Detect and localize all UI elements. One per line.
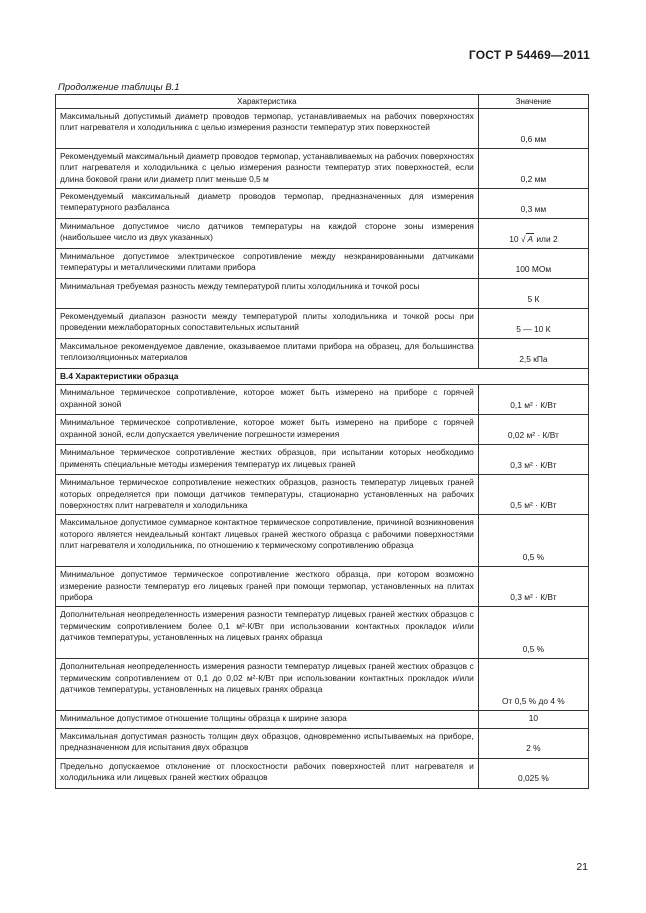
row-text: Минимальное термическое сопротивление, которое может быть измерено на приборе с горячей охранной зоной, если допускается увеличение погрешности измерения xyxy=(56,415,479,445)
section-title: В.4 Характеристики образца xyxy=(56,369,589,385)
sqrt-symbol-icon: √ xyxy=(520,234,526,244)
row-text: Рекомендуемый максимальный диаметр проводов термопар, устанавливаемых на рабочих поверхностях плит нагревателя и холодильника с целью измерения разности температур этих поверхностей, если длина боковой грани или диаметр плит меньше 0,5 м xyxy=(56,149,479,189)
value-suffix: или 2 xyxy=(536,234,558,244)
table-row xyxy=(56,149,589,189)
row-value: 0,5 м² · К/Вт xyxy=(478,475,588,515)
row-value: 10 xyxy=(478,711,588,728)
table-row xyxy=(56,445,589,475)
table-row xyxy=(56,415,589,445)
row-value-sqrt xyxy=(478,219,588,249)
row-text: Минимальное допустимое отношение толщины образца к ширине зазора xyxy=(56,711,479,728)
table-row xyxy=(56,659,589,711)
table-row xyxy=(56,385,589,415)
row-value: 0,2 мм xyxy=(478,149,588,189)
row-value: 100 МОм xyxy=(478,249,588,279)
row-text: Дополнительная неопределенность измерения разности температур лицевых граней жестких образцов с термическим сопротивлением от 0,1 до 0,02 м²·К/Вт при использовании контактных прокладок и/или датчиков температуры, установленных на лицевых гранях образца xyxy=(56,659,479,711)
row-value: 5 К xyxy=(478,279,588,309)
row-value: 2 % xyxy=(478,728,588,758)
table-header-row xyxy=(56,95,589,109)
table-row xyxy=(56,728,589,758)
characteristics-table xyxy=(55,94,589,789)
row-text: Рекомендуемый диапазон разности между температурой плиты холодильника и точкой росы при проведении межлабораторных сопоставительных испытаний xyxy=(56,309,479,339)
row-text: Рекомендуемый максимальный диаметр проводов термопар, предназначенных для измерения температурного разбаланса xyxy=(56,189,479,219)
row-value: 0,3 м² · К/Вт xyxy=(478,567,588,607)
row-value: 2,5 кПа xyxy=(478,339,588,369)
row-value: 0,5 % xyxy=(478,607,588,659)
table-row xyxy=(56,515,589,567)
row-value: 0,6 мм xyxy=(478,109,588,149)
document-code: ГОСТ Р 54469—2011 xyxy=(468,48,590,62)
row-value: 0,025 % xyxy=(478,758,588,788)
table-row xyxy=(56,189,589,219)
table-row xyxy=(56,249,589,279)
row-value: 0,3 м² · К/Вт xyxy=(478,445,588,475)
row-value: От 0,5 % до 4 % xyxy=(478,659,588,711)
row-text: Максимальный допустимый диаметр проводов термопар, устанавливаемых на рабочих поверхностях плит нагревателя и холодильника с целью измерения разности температур этих поверхностей xyxy=(56,109,479,149)
row-text: Минимальное допустимое электрическое сопротивление между неэкранированными датчиками температуры и металлическими плитами прибора xyxy=(56,249,479,279)
row-text: Максимальное рекомендуемое давление, оказываемое плитами прибора на образец, для большинства теплоизоляционных материалов xyxy=(56,339,479,369)
row-text: Дополнительная неопределенность измерения разности температур лицевых граней жестких образцов с термическим сопротивлением более 0,1 м²·К/Вт при использовании контактных прокладок и/или датчиков температуры, установленных на лицевых гранях образца xyxy=(56,607,479,659)
row-value: 0,02 м² · К/Вт xyxy=(478,415,588,445)
table-row xyxy=(56,711,589,728)
table-row xyxy=(56,109,589,149)
row-text: Минимальное термическое сопротивление нежестких образцов, разность температур лицевых граней которых определяется при помощи датчиков температуры, стационарно установленных на рабочих поверхностях плит нагревателя и холодильника xyxy=(56,475,479,515)
row-text: Минимальное допустимое термическое сопротивление жесткого образца, при котором возможно измерение разности температур его лицевых граней при помощи термопар, установленных на плитах прибора xyxy=(56,567,479,607)
value-radicand: A xyxy=(527,234,534,244)
table-row xyxy=(56,758,589,788)
table-row xyxy=(56,219,589,249)
row-text: Минимальное термическое сопротивление, которое может быть измерено на приборе с горячей охранной зоной xyxy=(56,385,479,415)
table-row xyxy=(56,279,589,309)
table-row xyxy=(56,567,589,607)
page-number: 21 xyxy=(576,861,588,873)
row-text: Максимальная допустимая разность толщин двух образцов, одновременно испытываемых на приборе, предназначенном для испытания двух образцов xyxy=(56,728,479,758)
row-value: 5 — 10 К xyxy=(478,309,588,339)
row-text: Предельно допускаемое отклонение от плоскостности рабочих поверхностей плит нагревателя и холодильника или лицевых граней жестких образцов xyxy=(56,758,479,788)
row-text: Минимальное допустимое число датчиков температуры на каждой стороне зоны измерения (наибольшее число из двух указанных) xyxy=(56,219,479,249)
column-header-characteristic: Характеристика xyxy=(56,95,479,109)
value-prefix: 10 xyxy=(509,234,519,244)
column-header-value: Значение xyxy=(478,95,588,109)
section-row xyxy=(56,369,589,385)
table-row xyxy=(56,339,589,369)
table-row xyxy=(56,607,589,659)
row-text: Минимальное термическое сопротивление жестких образцов, при испытании которых необходимо применять специальные методы измерения температур их лицевых граней xyxy=(56,445,479,475)
row-text: Максимальное допустимое суммарное контактное термическое сопротивление, причиной возникновения которого является неидеальный контакт лицевых граней жесткого образца с рабочими поверхностями плит нагревателя и холодильника, по отношению к термическому сопротивлению образца xyxy=(56,515,479,567)
row-value: 0,1 м² · К/Вт xyxy=(478,385,588,415)
row-value: 0,3 мм xyxy=(478,189,588,219)
row-value: 0,5 % xyxy=(478,515,588,567)
table-caption: Продолжение таблицы В.1 xyxy=(58,82,180,93)
table-row xyxy=(56,475,589,515)
table-row xyxy=(56,309,589,339)
row-text: Минимальная требуемая разность между температурой плиты холодильника и точкой росы xyxy=(56,279,479,309)
